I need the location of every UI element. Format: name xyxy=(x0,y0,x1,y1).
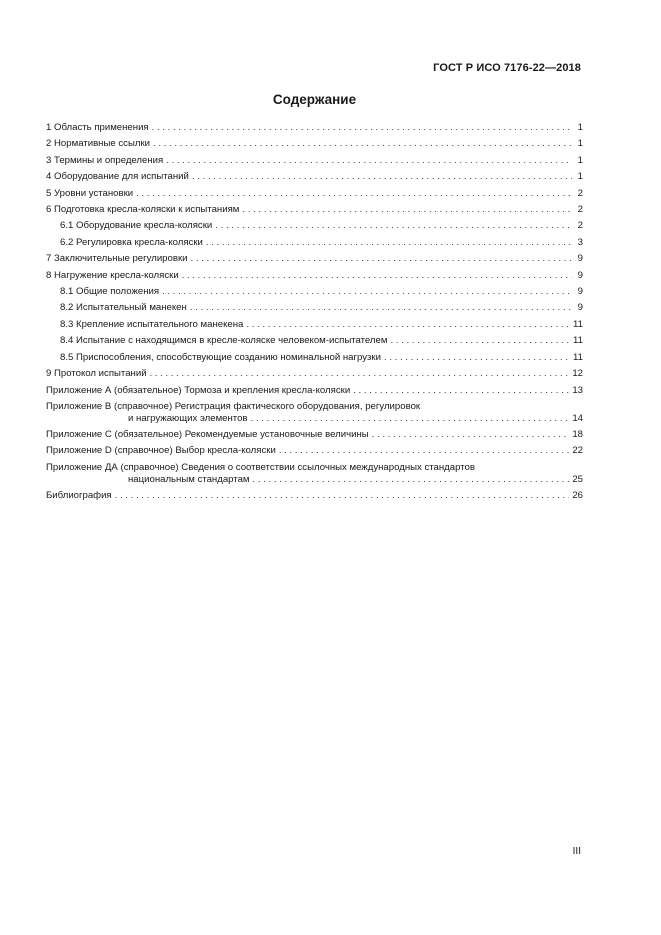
toc-page-number: 26 xyxy=(572,489,583,501)
toc-leader-dots xyxy=(390,333,570,349)
toc-entry-annex-c[interactable] xyxy=(46,427,583,443)
toc-leader-dots xyxy=(215,218,572,234)
toc-entry-text: 1 Область применения xyxy=(46,122,149,133)
toc-entry-6[interactable] xyxy=(46,202,583,218)
toc-entry-text: 6.1 Оборудование кресла-коляски xyxy=(60,220,213,232)
toc-entry-text: Приложение D (справочное) Выбор кресла-коляски xyxy=(46,445,276,457)
toc-entry-8[interactable] xyxy=(46,268,583,284)
toc-page-number: 2 xyxy=(577,204,583,216)
toc-entry-5[interactable] xyxy=(46,186,583,202)
toc-entry-text: 6.2 Регулировка кресла-коляски xyxy=(60,236,203,248)
toc-leader-dots xyxy=(253,474,570,486)
toc-entry-text: Приложение А (обязательное) Тормоза и крепления кресла-коляски xyxy=(46,384,351,396)
toc-entry-text-continued: национальным стандартам xyxy=(128,473,250,485)
toc-leader-dots xyxy=(372,427,570,443)
toc-leader-dots xyxy=(192,169,572,185)
toc-entry-8-5[interactable] xyxy=(46,350,583,366)
toc-page-number: 22 xyxy=(572,445,583,457)
page-title: Содержание xyxy=(272,92,357,107)
toc-leader-dots xyxy=(384,350,570,366)
toc-leader-dots xyxy=(162,284,572,300)
toc-entry-8-2[interactable] xyxy=(46,300,583,316)
toc-entry-text: 8.2 Испытательный манекен xyxy=(60,302,187,314)
toc-page-number: 14 xyxy=(572,412,583,424)
page-number: III xyxy=(572,846,581,857)
toc-leader-dots xyxy=(166,153,572,169)
toc-entry-text: Приложение В (справочное) Регистрация фактического оборудования, регулировок xyxy=(46,400,421,412)
toc-leader-dots xyxy=(136,186,572,202)
toc-leader-dots xyxy=(353,383,569,399)
toc-page-number: 9 xyxy=(577,286,583,298)
toc-entry-text: 8.1 Общие положения xyxy=(60,286,160,298)
toc-leader-dots xyxy=(191,251,572,267)
toc-entry-text: 4 Оборудование для испытаний xyxy=(46,171,189,183)
toc-entry-text: Приложение С (обязательное) Рекомендуемые установочные величины xyxy=(46,428,369,440)
toc-entry-text: 8.3 Крепление испытательного манекена xyxy=(60,318,244,330)
toc-entry-annex-a[interactable] xyxy=(46,383,583,399)
toc-page-number: 12 xyxy=(572,368,583,380)
toc-page-number: 2 xyxy=(577,220,583,232)
toc-page-number: 2 xyxy=(577,187,583,199)
toc-entry-8-4[interactable] xyxy=(46,333,583,349)
toc-page-number: 1 xyxy=(577,154,583,166)
toc-page-number: 25 xyxy=(572,473,583,485)
toc-entry-annex-da[interactable] xyxy=(46,460,583,488)
toc-entry-8-3[interactable] xyxy=(46,317,583,333)
toc-entry-text: 3 Термины и определения xyxy=(46,154,164,166)
toc-leader-dots xyxy=(279,443,570,459)
toc-entry-text: 9 Протокол испытаний xyxy=(46,368,147,380)
toc-page-number: 3 xyxy=(577,236,583,248)
toc-leader-dots xyxy=(152,120,572,136)
toc-entry-text: 8 Нагружение кресла-коляски xyxy=(46,269,179,281)
toc-entry-3[interactable] xyxy=(46,153,583,169)
toc-entry-bibliography[interactable] xyxy=(46,488,583,504)
toc-entry-text-continued: и нагружающих элементов xyxy=(128,412,248,424)
toc-page-number: 9 xyxy=(577,269,583,281)
toc-leader-dots xyxy=(153,136,572,152)
toc-page-number: 1 xyxy=(577,122,583,133)
toc-page-number: 11 xyxy=(573,335,583,347)
toc-leader-dots xyxy=(182,268,572,284)
toc-entry-6-2[interactable] xyxy=(46,235,583,251)
toc-entry-text: 6 Подготовка кресла-коляски к испытаниям xyxy=(46,204,240,216)
toc-entry-8-1[interactable] xyxy=(46,284,583,300)
toc-entry-text: 7 Заключительные регулировки xyxy=(46,253,188,265)
toc-entry-text: 8.5 Приспособления, способствующие созданию номинальной нагрузки xyxy=(60,351,381,363)
toc-page-number: 18 xyxy=(572,428,583,440)
toc-entry-text: Библиография xyxy=(46,489,112,501)
toc-page-number: 11 xyxy=(573,318,583,330)
toc-leader-dots xyxy=(246,317,570,333)
table-of-contents xyxy=(46,120,583,504)
toc-leader-dots xyxy=(150,366,570,382)
toc-page-number: 9 xyxy=(577,302,583,314)
toc-entry-9[interactable] xyxy=(46,366,583,382)
toc-page-number: 13 xyxy=(572,384,583,396)
toc-leader-dots xyxy=(242,202,572,218)
toc-entry-text: 2 Нормативные ссылки xyxy=(46,138,151,150)
toc-page-number: 11 xyxy=(573,351,583,363)
toc-entry-4[interactable] xyxy=(46,169,583,185)
toc-entry-annex-b[interactable] xyxy=(46,399,583,427)
toc-leader-dots xyxy=(190,300,572,316)
toc-entry-6-1[interactable] xyxy=(46,218,583,234)
toc-page-number: 1 xyxy=(577,171,583,183)
toc-leader-dots xyxy=(115,488,570,504)
toc-leader-dots xyxy=(206,235,572,251)
toc-entry-text: 8.4 Испытание с находящимся в кресле-коляске человеком-испытателем xyxy=(60,335,388,347)
toc-entry-7[interactable] xyxy=(46,251,583,267)
toc-leader-dots xyxy=(251,413,570,425)
document-header: ГОСТ Р ИСО 7176-22—2018 xyxy=(433,62,581,74)
toc-entry-text: 5 Уровни установки xyxy=(46,187,134,199)
toc-entry-2[interactable] xyxy=(46,136,583,152)
toc-entry-1[interactable] xyxy=(46,120,583,136)
toc-entry-annex-d[interactable] xyxy=(46,443,583,459)
toc-page-number: 9 xyxy=(577,253,583,265)
toc-entry-text: Приложение ДА (справочное) Сведения о соответствии ссылочных международных стандартов xyxy=(46,461,475,473)
toc-page-number: 1 xyxy=(577,138,583,150)
